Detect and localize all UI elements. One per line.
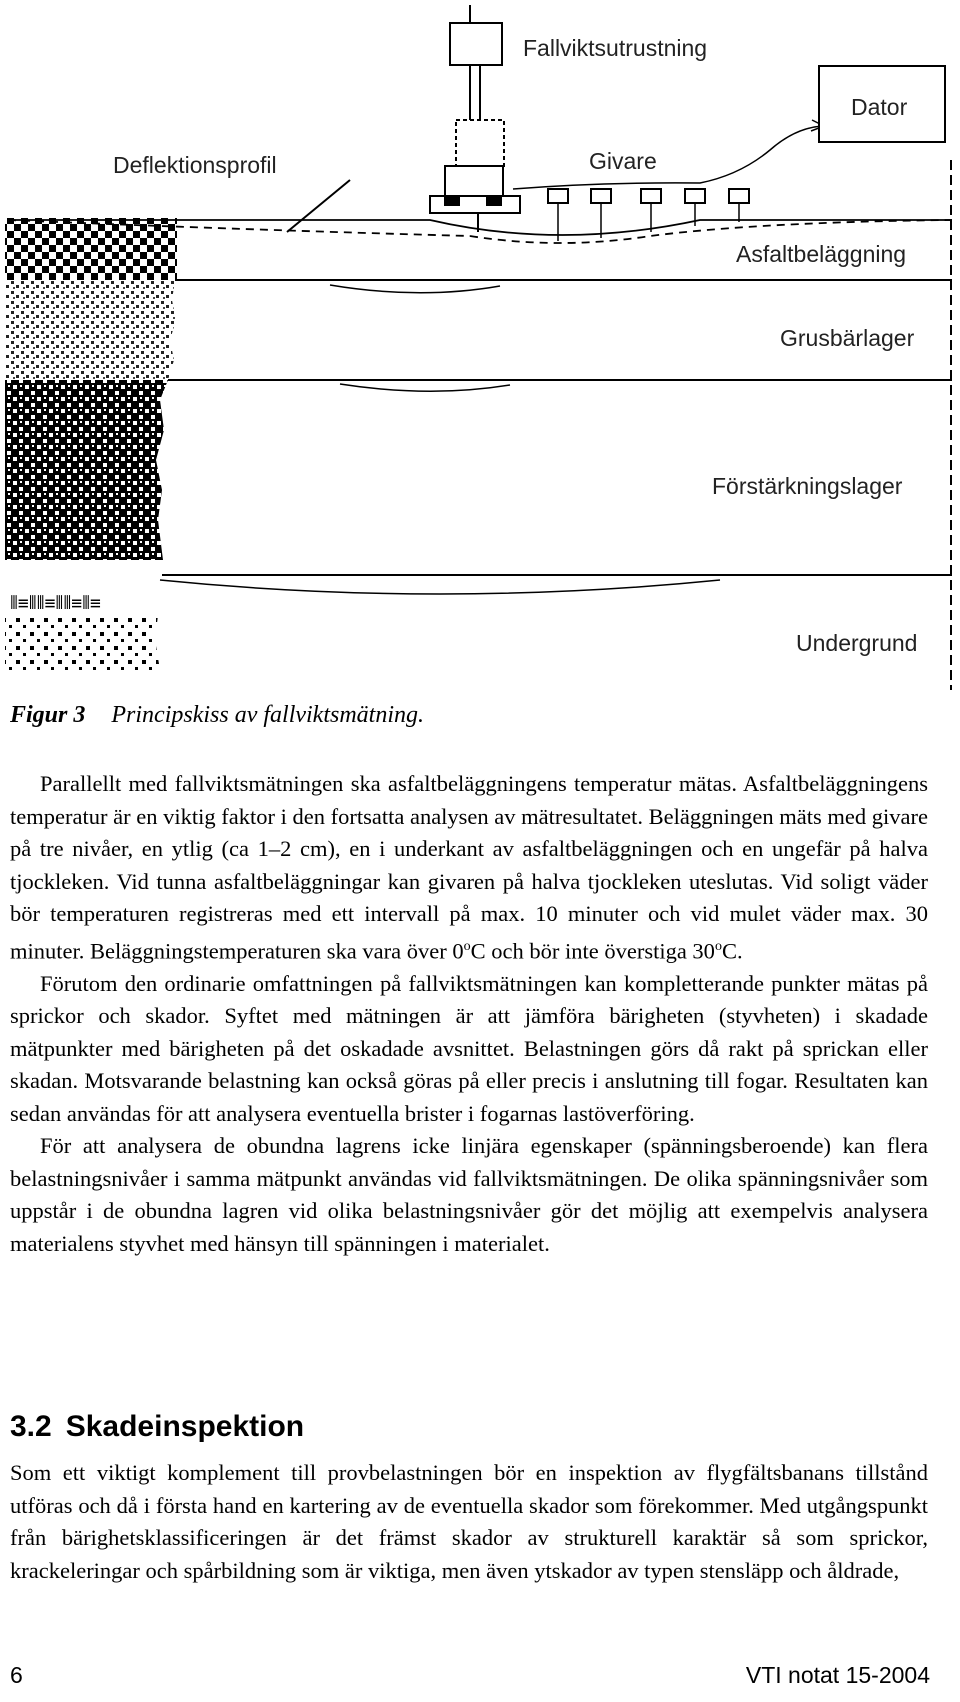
sensors xyxy=(548,189,749,203)
svg-text:⦀≡⦀⦀≡⦀⦀≡⦀≡: ⦀≡⦀⦀≡⦀⦀≡⦀≡ xyxy=(10,593,101,614)
section-body xyxy=(10,1457,928,1587)
paragraph-temperature: Parallellt med fallviktsmätningen ska asfaltbeläggningens temperatur mätas. Asfaltbeläggningens temperatur är en viktig faktor i den fortsatta analysen av mätresultatet. Beläggningen mäts med givare på tre nivåer, en ytlig (ca 1–2 cm), en i underkant av asfaltbeläggningen och en ungefär på halva tjockleken. Vid tunna asfaltbeläggningar kan givaren på halva tjockleken uteslutas. Vid soligt väder bör temperaturen registreras med ett intervall på max. 10 minuter och vid mulet väder max. 30 minuter. Beläggningstemperaturen ska vara över 0$^o$C och bör inte överstiga 30$^o$C. xyxy=(10,771,928,963)
paragraph-cracks: Förutom den ordinarie omfattningen på fallviktsmätningen kan kompletterande punkter mätas på sprickor och skador. Syftet med mätningen är att jämföra bärigheten (styvheten) i skadade mätpunkter med bärigheten på det oskadade avsnittet. Belastningen görs då rakt på sprickan eller skadan. Motsvarande belastning kan också göras på eller precis i anslutning till fogar. Resultaten kan sedan användas för att analysera eventuella brister i fogarnas lastöverföring. xyxy=(10,970,928,1126)
label-deflektionsprofil: Deflektionsprofil xyxy=(113,152,277,178)
label-forstarkningslager: Förstärkningslager xyxy=(712,473,903,499)
section-title: Skadeinspektion xyxy=(65,1410,305,1443)
label-givare: Givare xyxy=(589,148,657,174)
label-grusbarlager: Grusbärlager xyxy=(780,325,915,351)
body-text xyxy=(10,768,928,1260)
caption-text: Principskiss av fallviktsmätning. xyxy=(111,702,425,728)
label-dator: Dator xyxy=(851,94,908,120)
page-number: 6 xyxy=(10,1662,23,1688)
section-number: 3.2 xyxy=(10,1410,52,1443)
paragraph-inspection: Som ett viktigt komplement till provbelastningen bör en inspektion av flygfältsbanans tillstånd utföras och då i första hand en kartering av de eventuella skador som förekommer. Med utgångspunkt från bärighetsklassificeringen är det främst skador av strukturell karaktär så som sprickor, krackeleringar och spårbildning som är viktiga, men även ytskador av typen stensläpp och åldrade, xyxy=(10,1460,928,1583)
falling-weight-equipment xyxy=(430,5,520,232)
cross-section-column xyxy=(5,218,177,670)
label-undergrund: Undergrund xyxy=(796,630,918,656)
section-heading xyxy=(10,1410,304,1444)
paragraph-load-levels: För att analysera de obundna lagrens icke linjära egenskaper (spänningsberoende) kan flera belastningsnivåer i samma mätpunkt användas vid fallviktsmätningen. De olika spänningsnivåer som uppstår i de obundna lagren vid olika belastningsnivåer gör det möjlig att exempelvis analysera materialens styvhet med hänsyn till spänningen i materialet. xyxy=(10,1133,928,1256)
report-id: VTI notat 15-2004 xyxy=(745,1662,930,1688)
label-fallviktsutrustning: Fallviktsutrustning xyxy=(523,35,708,61)
fallvikt-figure xyxy=(0,0,960,700)
label-asfaltbelaggning: Asfaltbeläggning xyxy=(736,241,907,267)
figure-caption xyxy=(10,702,424,729)
caption-number: Figur 3 xyxy=(10,702,86,728)
sensor-rods xyxy=(287,120,824,241)
